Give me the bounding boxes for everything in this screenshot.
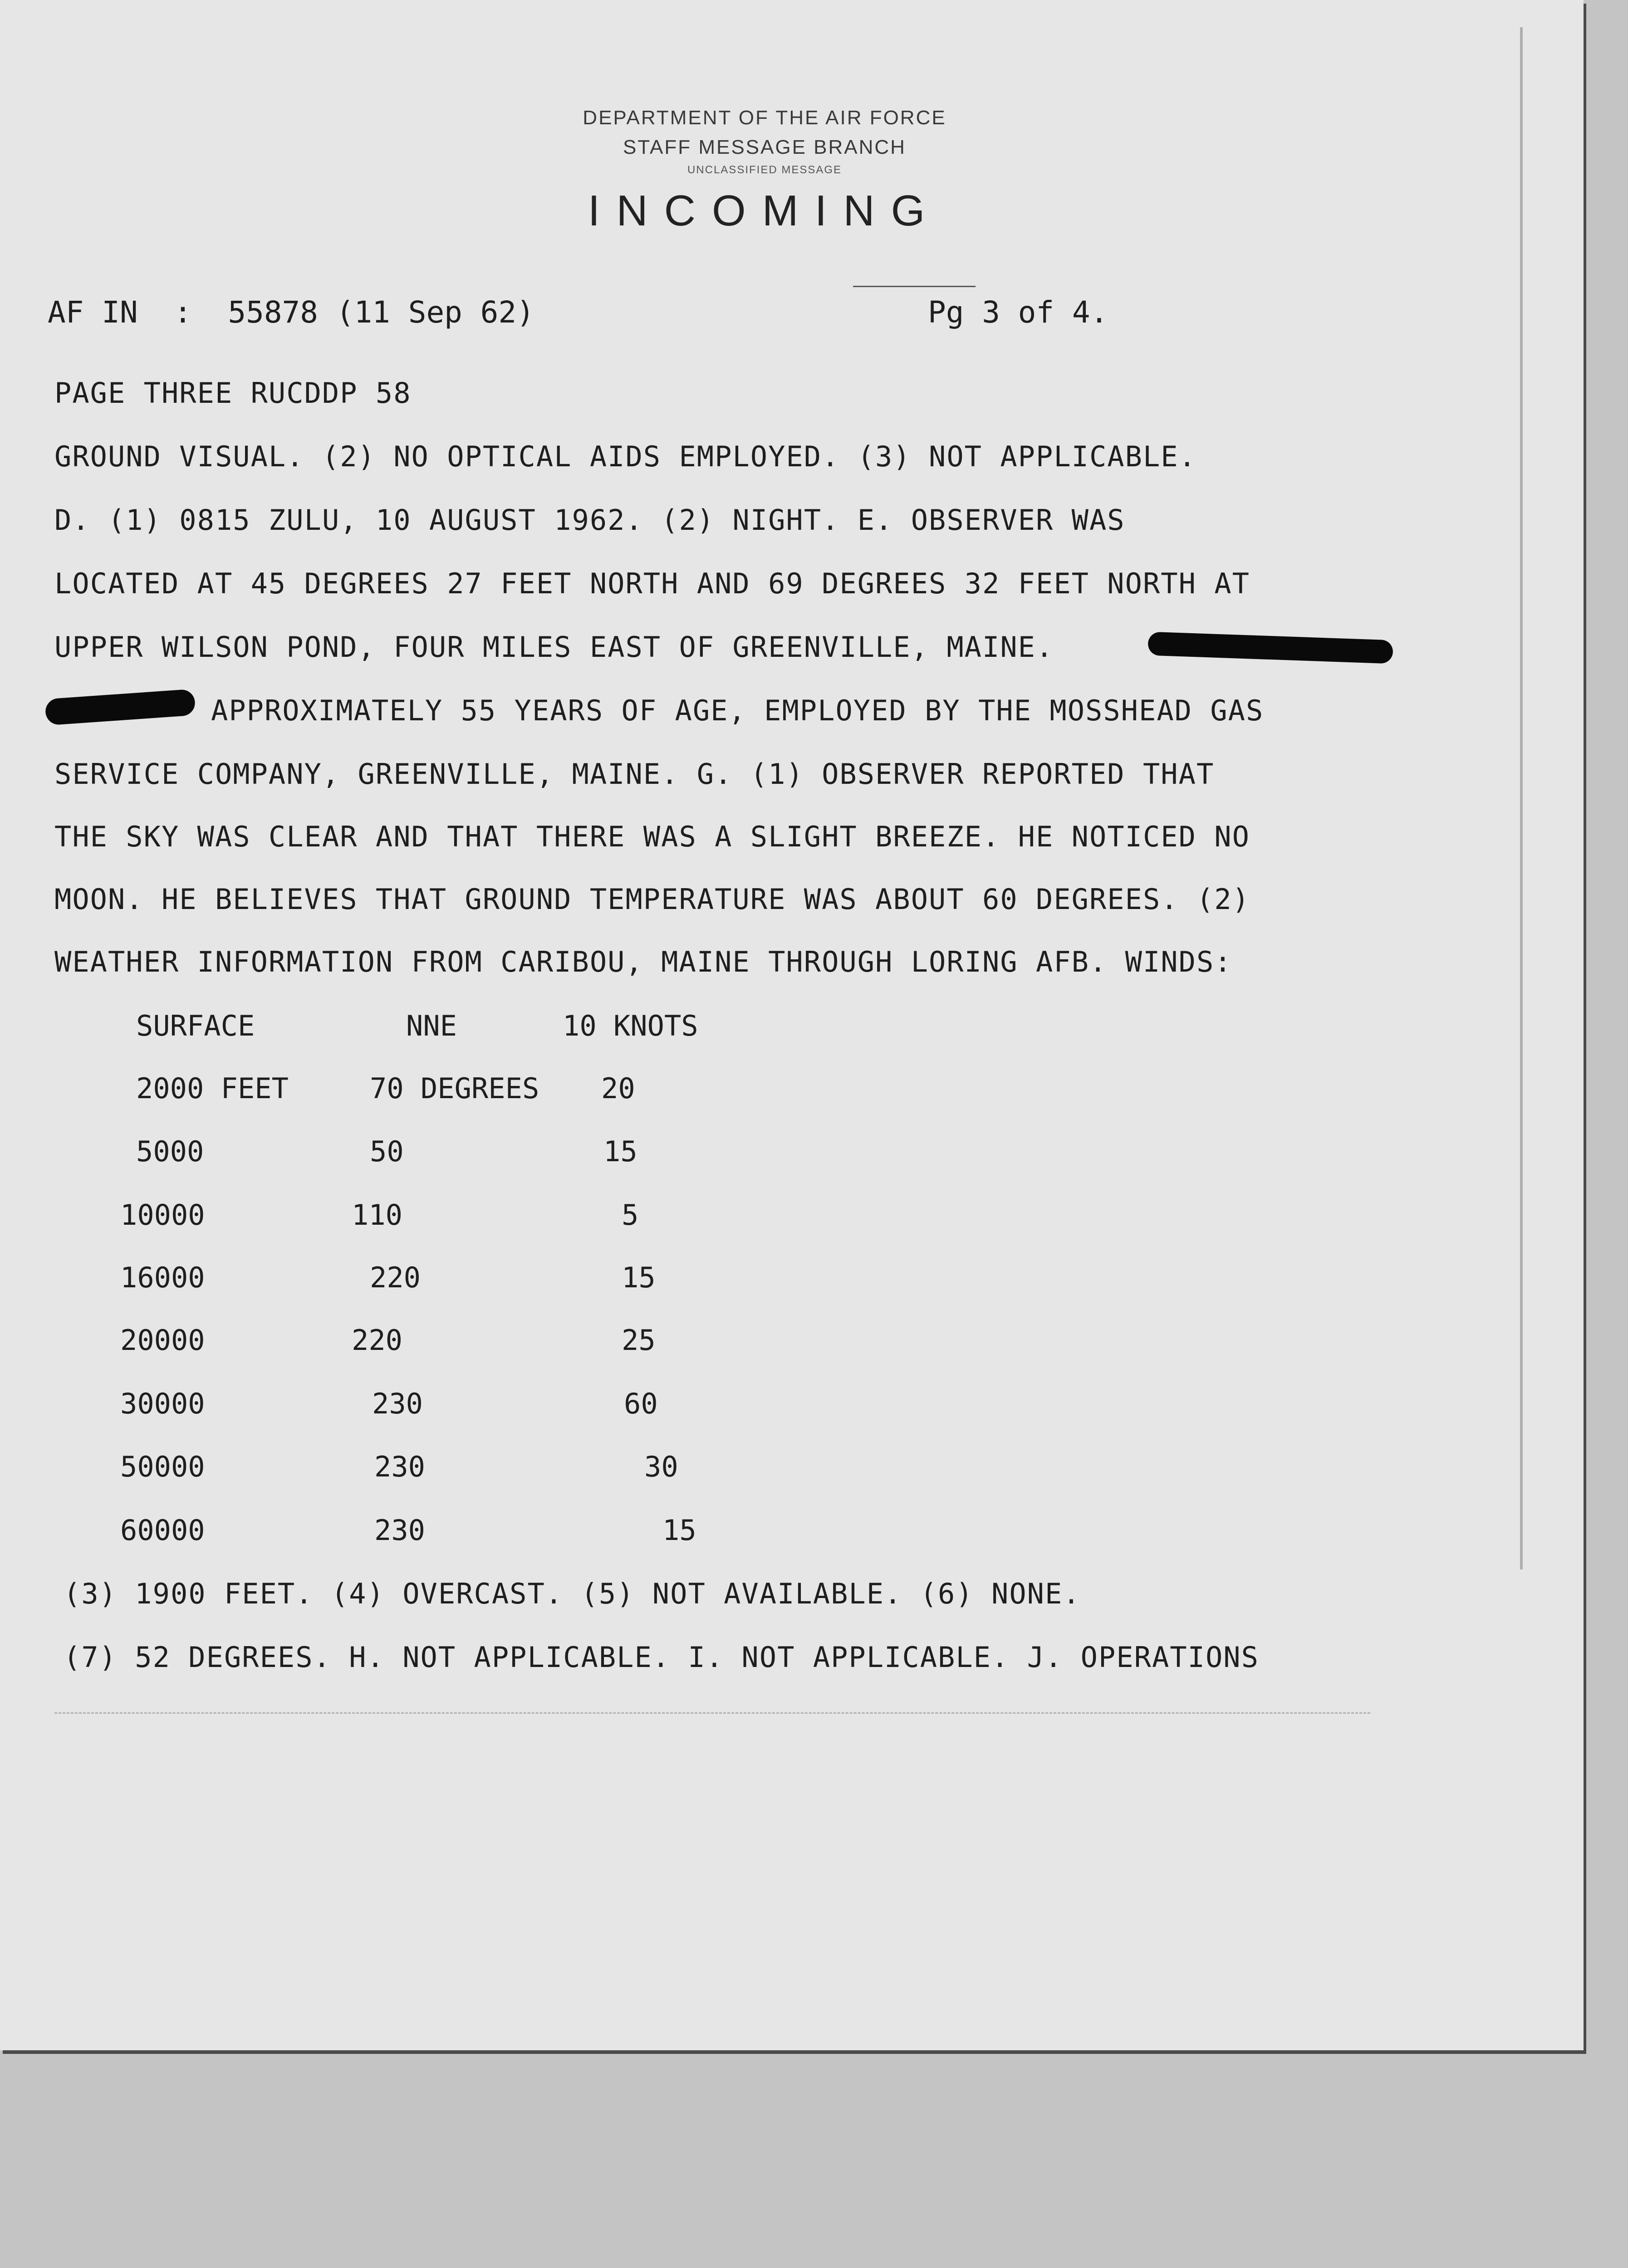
body-line: (7) 52 DEGREES. H. NOT APPLICABLE. I. NOT APPLICABLE. J. OPERATIONS xyxy=(64,1641,1259,1674)
direction-cell: 230 xyxy=(374,1514,425,1547)
speed-cell: 15 xyxy=(662,1514,696,1547)
altitude-cell: 10000 xyxy=(120,1198,205,1232)
speed-cell: 25 xyxy=(622,1324,656,1357)
altitude-cell: SURFACE xyxy=(136,1009,255,1042)
altitude-cell: 2000 FEET xyxy=(136,1072,289,1105)
direction-cell: 230 xyxy=(372,1387,423,1420)
faint-divider xyxy=(54,1712,1370,1714)
altitude-cell: 30000 xyxy=(120,1387,205,1420)
redaction-mark xyxy=(44,689,196,726)
altitude-cell: 50000 xyxy=(120,1450,205,1483)
body-line: GROUND VISUAL. (2) NO OPTICAL AIDS EMPLOYED. (3) NOT APPLICABLE. xyxy=(54,440,1196,473)
direction-cell: NNE xyxy=(406,1009,457,1042)
speed-cell: 5 xyxy=(622,1198,639,1232)
body-line: PAGE THREE RUCDDP 58 xyxy=(54,376,412,410)
altitude-cell: 60000 xyxy=(120,1514,205,1547)
direction-cell: 230 xyxy=(374,1450,425,1483)
body-line: APPROXIMATELY 55 YEARS OF AGE, EMPLOYED BY THE MOSSHEAD GAS xyxy=(211,694,1264,727)
body-line: MOON. HE BELIEVES THAT GROUND TEMPERATURE WAS ABOUT 60 DEGREES. (2) xyxy=(54,883,1250,916)
direction-cell: 70 DEGREES xyxy=(370,1072,539,1105)
incoming-title: INCOMING xyxy=(588,186,941,235)
altitude-cell: 16000 xyxy=(120,1261,205,1294)
direction-cell: 50 xyxy=(370,1135,404,1168)
body-line: LOCATED AT 45 DEGREES 27 FEET NORTH AND 69 DEGREES 32 FEET NORTH AT xyxy=(54,567,1250,600)
speed-cell: 20 xyxy=(601,1072,635,1105)
redaction-mark xyxy=(1147,632,1393,664)
speed-cell: 15 xyxy=(603,1135,637,1168)
body-line: WEATHER INFORMATION FROM CARIBOU, MAINE THROUGH LORING AFB. WINDS: xyxy=(54,945,1232,978)
af-in-number: AF IN : 55878 (11 Sep 62) xyxy=(48,295,534,330)
body-line: SERVICE COMPANY, GREENVILLE, MAINE. G. (1) OBSERVER REPORTED THAT xyxy=(54,758,1215,791)
direction-cell: 220 xyxy=(352,1324,402,1357)
page-reference: Pg 3 of 4. xyxy=(928,295,1108,330)
speed-cell: 10 KNOTS xyxy=(563,1009,698,1042)
department-title: DEPARTMENT OF THE AIR FORCE xyxy=(583,107,946,129)
altitude-cell: 20000 xyxy=(120,1324,205,1357)
direction-cell: 110 xyxy=(352,1198,402,1232)
body-line: UPPER WILSON POND, FOUR MILES EAST OF GREENVILLE, MAINE. xyxy=(54,631,1054,664)
altitude-cell: 5000 xyxy=(136,1135,204,1168)
classification-label: UNCLASSIFIED MESSAGE xyxy=(687,164,842,176)
header-rule xyxy=(853,286,976,287)
direction-cell: 220 xyxy=(370,1261,421,1294)
page-edge-shadow xyxy=(1520,27,1523,1569)
body-line: (3) 1900 FEET. (4) OVERCAST. (5) NOT AVAILABLE. (6) NONE. xyxy=(64,1577,1081,1610)
branch-title: STAFF MESSAGE BRANCH xyxy=(623,136,906,158)
body-line: D. (1) 0815 ZULU, 10 AUGUST 1962. (2) NIGHT. E. OBSERVER WAS xyxy=(54,503,1125,537)
body-line: THE SKY WAS CLEAR AND THAT THERE WAS A SLIGHT BREEZE. HE NOTICED NO xyxy=(54,820,1250,853)
speed-cell: 60 xyxy=(624,1387,658,1420)
speed-cell: 15 xyxy=(622,1261,656,1294)
speed-cell: 30 xyxy=(644,1450,678,1483)
message-header xyxy=(522,102,1007,238)
